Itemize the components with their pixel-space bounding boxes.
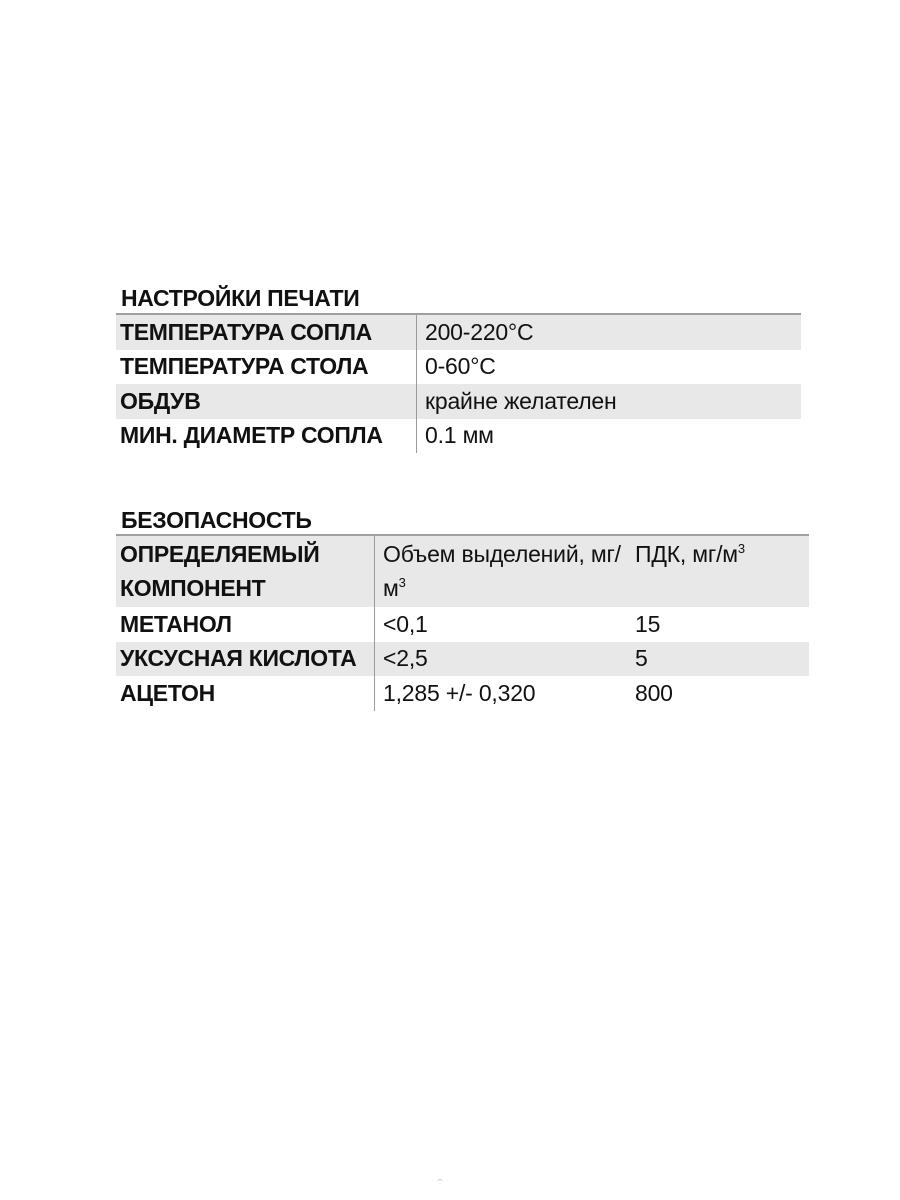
unit-exponent: 3 [398,575,406,590]
limit-acetone: 800 [635,679,673,706]
table-row [116,384,801,419]
limit-acetic-acid: 5 [627,642,809,677]
component-methanol: МЕТАНОЛ [116,607,375,642]
header-component-label: ОПРЕДЕЛЯЕМЫЙ КОМПОНЕНТ [120,541,320,601]
emission-methanol: <0,1 [383,610,428,637]
print-settings-title: НАСТРОЙКИ ПЕЧАТИ [121,285,360,311]
limit-methanol: 15 [635,610,661,637]
value-cooling: крайне желателен [417,384,802,419]
value-min-nozzle-diameter: 0.1 мм [425,422,494,449]
safety-title: БЕЗОПАСНОСТЬ [121,507,312,533]
value-nozzle-temperature: 200-220°C [417,314,802,350]
table-row [116,642,809,677]
table-row [116,607,809,642]
emission-acetic-acid: <2,5 [375,642,628,677]
header-emission-label: Объем выделений, мг/м [383,541,621,601]
page-edge-mark [437,1179,443,1183]
table-row [116,676,809,711]
table-row [116,419,801,454]
value-bed-temperature: 0-60°C [425,353,496,380]
print-settings-table [116,313,801,453]
header-limit [627,535,809,607]
param-cooling: ОБДУВ [116,384,417,419]
header-limit-label: ПДК, мг/м [635,541,738,567]
component-acetic-acid: УКСУСНАЯ КИСЛОТА [116,642,375,677]
table-row [116,314,801,350]
component-acetone: АЦЕТОН [116,676,375,711]
header-emission [375,535,628,607]
table-row [116,350,801,385]
param-nozzle-temperature: ТЕМПЕРАТУРА СОПЛА [116,314,417,350]
unit-exponent: 3 [737,541,745,556]
table-header-row [116,535,809,607]
param-min-nozzle-diameter: МИН. ДИАМЕТР СОПЛА [116,419,417,454]
safety-table [116,534,809,711]
param-bed-temperature: ТЕМПЕРАТУРА СТОЛА [116,350,417,385]
header-component [116,535,375,607]
emission-acetone: 1,285 +/- 0,320 [383,679,536,706]
